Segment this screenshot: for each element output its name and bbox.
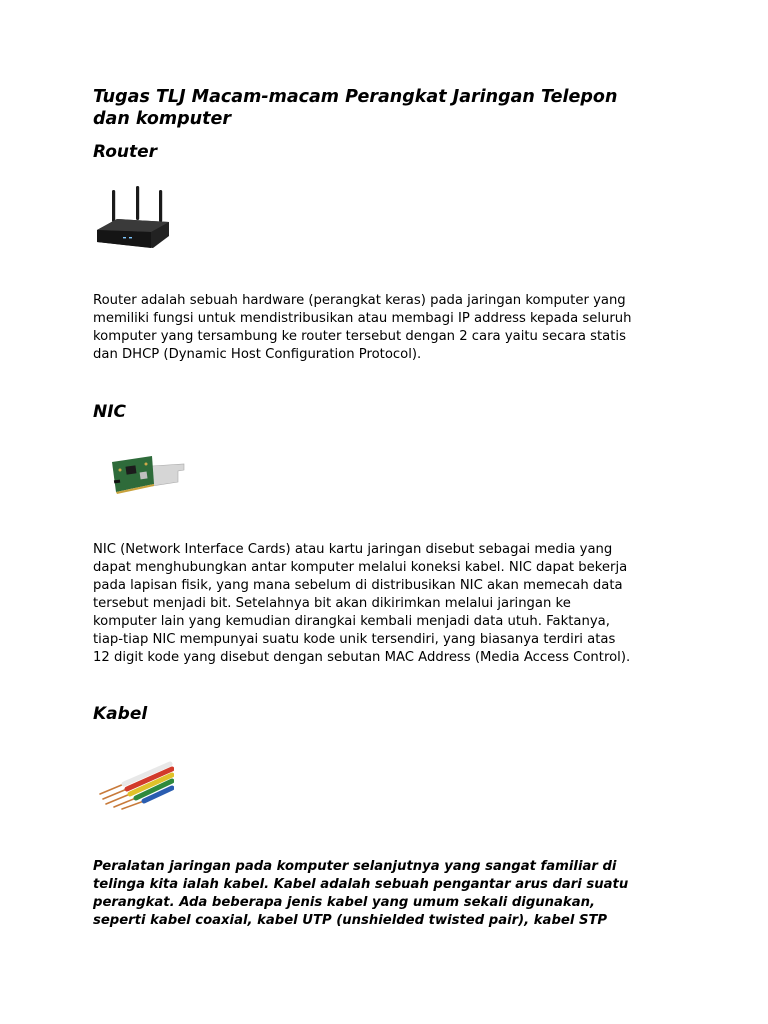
section-text-kabel: Peralatan jaringan pada komputer selanjutnya yang sangat familiar di telinga kita ialah kabel. Kabel adalah sebuah pengantar arus dari suatu perangkat. Ada beberapa jenis kabel yang umum sekali digunakan, seperti kabel coaxial, kabel UTP (unshielded twisted pair), kabel STP <box>93 859 629 928</box>
nic-card-icon <box>106 452 186 498</box>
section-heading-nic: NIC <box>93 402 127 422</box>
section-text-router: Router adalah sebuah hardware (perangkat keras) pada jaringan komputer yang memiliki fungsi untuk mendistribusikan atau membagi IP address kepada seluruh komputer yang tersambung ke router tersebut dengan 2 cara yaitu secara statis dan DHCP (Dynamic Host Configuration Protocol). <box>93 293 632 362</box>
router-icon <box>93 186 173 252</box>
section-text-nic: NIC (Network Interface Cards) atau kartu jaringan disebut sebagai media yang dapat menghubungkan antar komputer melalui koneksi kabel. NIC dapat bekerja pada lapisan fisik, yang mana sebelum di distribusikan NIC akan memecah data tersebut menjadi bit. Setelahnya bit akan dikirimkan melalui jaringan ke komputer lain yang kemudian dirangkai kembali menjadi data utuh. Faktanya, tiap-tiap NIC mempunyai suatu kode unik tersendiri, yang biasanya terdiri atas 12 digit kode yang disebut dengan sebutan MAC Address (Media Access Control). <box>93 542 631 665</box>
router-image <box>93 186 173 252</box>
document-page <box>93 86 683 130</box>
document-title: Tugas TLJ Macam-macam Perangkat Jaringan Telepon dan komputer <box>93 87 618 129</box>
section-heading-kabel: Kabel <box>93 704 148 724</box>
cable-image <box>94 760 174 810</box>
nic-card-image <box>106 452 186 498</box>
section-heading-router: Router <box>93 142 158 162</box>
cable-icon <box>94 760 174 810</box>
